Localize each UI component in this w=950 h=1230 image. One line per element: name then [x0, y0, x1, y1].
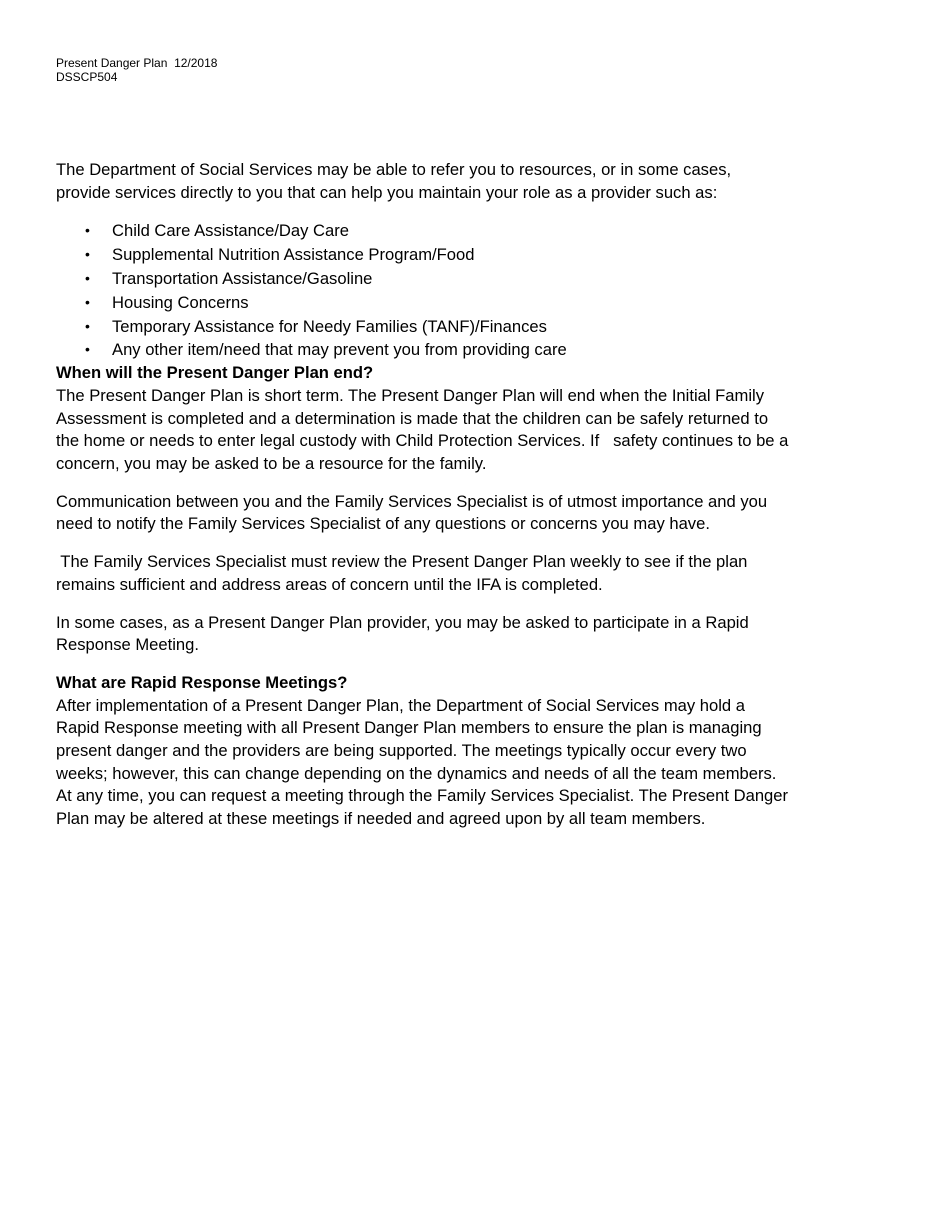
list-item — [56, 338, 846, 362]
paragraph-line: weeks; however, this can change depending on the dynamics and needs of all the team members. — [56, 763, 777, 783]
paragraph-line: concern, you may be asked to be a resource for the family. — [56, 454, 487, 473]
bullet-icon: • — [85, 270, 90, 286]
list-item-text: Child Care Assistance/Day Care — [112, 221, 350, 241]
communication-paragraph — [56, 491, 846, 536]
document-header — [56, 56, 217, 84]
list-item-text: Housing Concerns — [112, 292, 249, 312]
list-item — [56, 291, 846, 315]
intro-paragraph — [56, 159, 846, 204]
paragraph-line: Plan may be altered at these meetings if needed and agreed upon by all team members. — [56, 809, 706, 829]
section-heading-plan-end: When will the Present Danger Plan end? — [56, 363, 374, 383]
weekly-review-paragraph — [56, 551, 846, 596]
document-body — [56, 159, 846, 831]
paragraph-line: At any time, you can request a meeting through the Family Services Specialist. The Present Danger — [56, 786, 789, 806]
rapid-response-note-paragraph — [56, 612, 846, 657]
header-title-date: Present Danger Plan 12/2018 — [56, 56, 218, 70]
section-heading-rapid-response: What are Rapid Response Meetings? — [56, 672, 348, 692]
bullet-icon: • — [85, 317, 90, 334]
plan-end-paragraph — [56, 385, 846, 476]
list-item — [56, 219, 846, 243]
paragraph-line: remains sufficient and address areas of concern until the IFA is completed. — [56, 574, 603, 594]
list-item — [56, 267, 846, 291]
list-item-text: Any other item/need that may prevent you from providing care — [112, 340, 567, 360]
paragraph-line: Assessment is completed and a determination is made that the children can be safely returned to — [56, 408, 769, 428]
paragraph-line: present danger and the providers are being supported. The meetings typically occur every two — [56, 741, 747, 761]
paragraph-line: need to notify the Family Services Specialist of any questions or concerns you may have. — [56, 514, 710, 534]
rapid-response-paragraph — [56, 695, 846, 831]
list-item — [56, 315, 846, 339]
paragraph-line: Response Meeting. — [56, 635, 199, 655]
paragraph-line: the home or needs to enter legal custody with Child Protection Services. If safety continues to be a — [56, 431, 789, 451]
bullet-icon: • — [85, 222, 90, 239]
header-form-number: DSSCP504 — [56, 70, 118, 84]
paragraph-line: The Present Danger Plan is short term. The Present Danger Plan will end when the Initial Family — [56, 385, 765, 405]
paragraph-line: The Family Services Specialist must review the Present Danger Plan weekly to see if the plan — [56, 552, 748, 572]
resources-list — [56, 219, 846, 362]
intro-line: provide services directly to you that can help you maintain your role as a provider such as: — [56, 182, 718, 202]
paragraph-line: Communication between you and the Family Services Specialist is of utmost importance and you — [56, 491, 768, 511]
list-item — [56, 243, 846, 267]
intro-line: The Department of Social Services may be able to refer you to resources, or in some cases, — [56, 160, 732, 179]
paragraph-line: After implementation of a Present Danger Plan, the Department of Social Services may hold a — [56, 695, 745, 715]
list-item-text: Temporary Assistance for Needy Families (TANF)/Finances — [112, 316, 547, 336]
list-item-text: Supplemental Nutrition Assistance Program/Food — [112, 245, 475, 265]
paragraph-line: Rapid Response meeting with all Present Danger Plan members to ensure the plan is managing — [56, 718, 762, 738]
bullet-icon: • — [85, 293, 90, 310]
list-item-text: Transportation Assistance/Gasoline — [112, 269, 373, 288]
bullet-icon: • — [85, 246, 90, 263]
bullet-icon: • — [85, 341, 90, 358]
paragraph-line: In some cases, as a Present Danger Plan provider, you may be asked to participate in a Rapid — [56, 612, 749, 632]
